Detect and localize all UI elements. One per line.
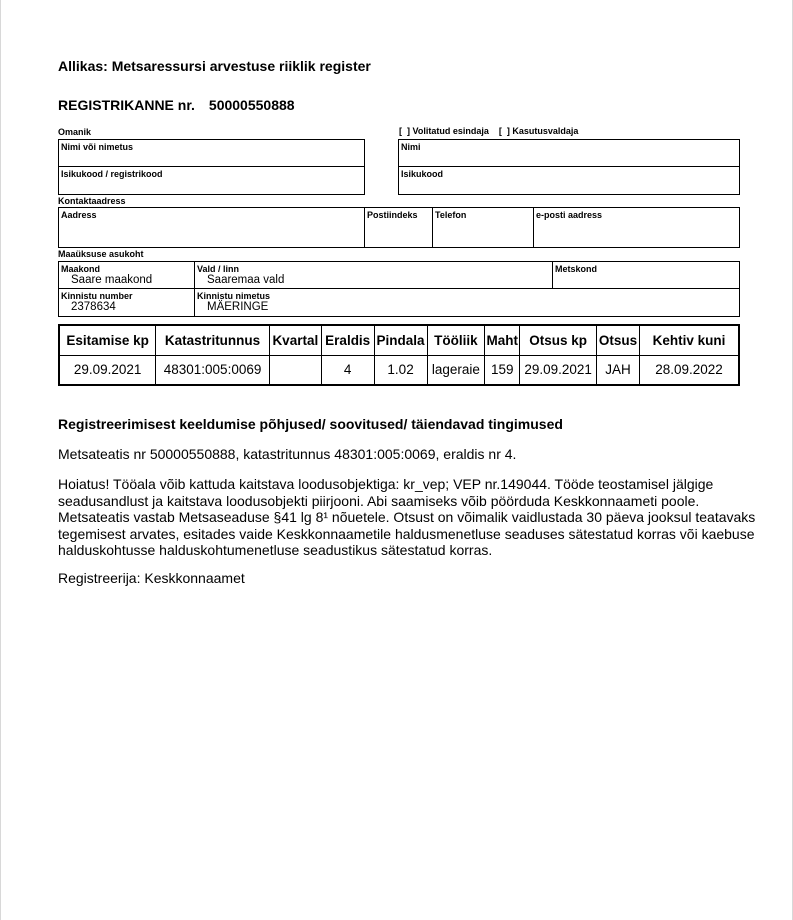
checkbox-authorized-representative: [ ] Volitatud esindaja (399, 126, 489, 136)
forest-district-label: Metskond (555, 264, 598, 274)
header-valid-until: Kehtiv kuni (639, 325, 739, 355)
registrar-line: Registreerija: Keskkonnaamet (58, 570, 245, 586)
header-decision: Otsus (597, 325, 640, 355)
cell-cadastral-code: 48301:005:0069 (156, 355, 270, 385)
contact-box (58, 207, 740, 248)
county-label: Maakond (61, 264, 101, 274)
registration-table (58, 324, 740, 386)
notes-heading: Registreerimisest keeldumise põhjused/ soovitused/ täiendavad tingimused (58, 416, 563, 432)
address-label: Aadress (61, 210, 97, 220)
cell-quarter (269, 355, 321, 385)
header-submission-date: Esitamise kp (59, 325, 156, 355)
owner-box (58, 139, 365, 195)
phone-label: Telefon (435, 210, 467, 220)
county-value: Saare maakond (71, 274, 153, 286)
header-decision-date: Otsus kp (520, 325, 597, 355)
representative-checkboxes (399, 126, 578, 136)
header-compartment: Eraldis (321, 325, 374, 355)
registration-line (58, 97, 295, 113)
location-section-label: Maaüksuse asukoht (58, 249, 144, 259)
header-work-type: Tööliik (427, 325, 485, 355)
notes-line: halduskohtusse halduskohtumenetluse seadustikus sätestatud korras. (58, 542, 493, 558)
municipality-value: Saaremaa vald (207, 274, 285, 286)
cell-decision: JAH (597, 355, 640, 385)
table-row (59, 355, 739, 385)
cell-work-type: lageraie (427, 355, 485, 385)
municipality-label: Vald / linn (197, 264, 240, 274)
property-number-label: Kinnistu number (61, 291, 133, 301)
owner-section-label: Omanik (58, 127, 92, 137)
representative-box (398, 139, 740, 195)
checkbox-usufructuary: [ ] Kasutusvaldaja (498, 126, 579, 136)
contact-section-label: Kontaktaadress (58, 196, 126, 206)
property-name-value: MÄERINGE (207, 301, 269, 313)
header-area: Pindala (374, 325, 427, 355)
notes-line: Hoiatus! Tööala võib kattuda kaitstava loodusobjektiga: kr_vep; VEP nr.149044. Tööde teostamisel jälgige (58, 476, 714, 492)
property-number-value: 2378634 (71, 301, 116, 313)
representative-name-label: Nimi (401, 142, 421, 152)
header-quarter: Kvartal (269, 325, 321, 355)
cell-area: 1.02 (374, 355, 427, 385)
notes-paragraph-1: Metsateatis nr 50000550888, katastritunnus 48301:005:0069, eraldis nr 4. (58, 446, 517, 462)
owner-id-label: Isikukood / registrikood (61, 169, 163, 179)
notes-line: tegemisest arvates, esitades vaide Keskkonnaametile haldusmenetluse seaduses sätestatud korras või kaebuse (58, 525, 755, 542)
registration-number: 50000550888 (208, 97, 295, 113)
cell-decision-date: 29.09.2021 (520, 355, 597, 385)
owner-name-label: Nimi või nimetus (61, 142, 134, 152)
notes-line: seadusandlust ja kaitstava loodusobjekti piirjooni. Abi saamiseks võib pöörduda Keskkonnaameti poole. (58, 492, 700, 509)
email-label: e-posti aadress (536, 210, 603, 220)
source-line: Allikas: Metsaressursi arvestuse riiklik register (58, 58, 371, 74)
notes-paragraph-2 (58, 476, 758, 559)
cell-compartment: 4 (321, 355, 374, 385)
header-cadastral-code: Katastritunnus (156, 325, 270, 355)
representative-id-label: Isikukood (401, 169, 444, 179)
registration-label: REGISTRIKANNE nr. (58, 97, 195, 113)
header-volume: Maht (485, 325, 520, 355)
cell-valid-until: 28.09.2022 (639, 355, 739, 385)
cell-volume: 159 (485, 355, 520, 385)
property-name-label: Kinnistu nimetus (197, 291, 271, 301)
location-box (58, 261, 740, 317)
table-header-row (59, 325, 739, 355)
cell-submission-date: 29.09.2021 (59, 355, 156, 385)
notes-line: Metsateatis vastab Metsaseaduse §41 lg 8¹ nõuetele. Otsust on võimalik vaidlustada 30 päeva jooksul teatavaks (58, 509, 756, 525)
postal-code-label: Postiindeks (367, 210, 418, 220)
